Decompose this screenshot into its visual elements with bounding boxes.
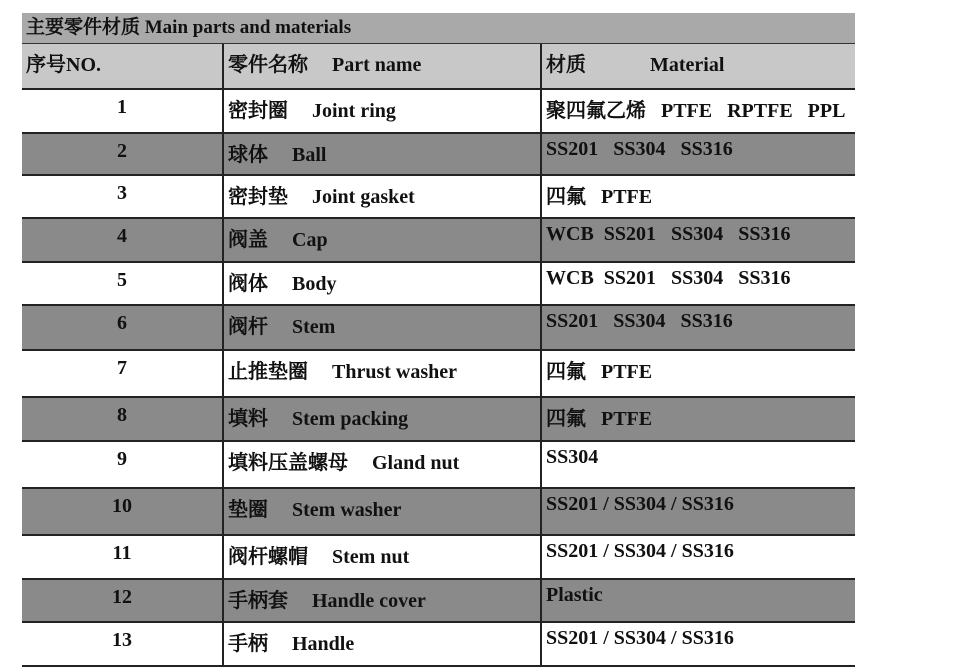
part-name-cn: 阀杆螺帽: [228, 546, 308, 568]
table-row: [22, 489, 855, 536]
table-title: 主要零件材质 Main parts and materials: [22, 13, 855, 44]
material-cell: SS201 SS304 SS316: [546, 138, 733, 160]
part-name-en: Stem nut: [332, 546, 410, 568]
table-row: [22, 219, 855, 263]
row-number: 12: [22, 580, 224, 621]
part-name-en: Joint gasket: [312, 186, 415, 208]
part-name-cell: [224, 351, 542, 396]
row-number: 7: [22, 351, 224, 396]
row-number: 2: [22, 134, 224, 174]
material-cell: 四氟 PTFE: [546, 186, 653, 208]
part-name-cn: 阀杆: [228, 316, 268, 338]
table-row: [22, 351, 855, 398]
material-cell: Plastic: [546, 584, 603, 606]
part-name-en: Body: [292, 273, 337, 295]
row-number: 13: [22, 623, 224, 665]
part-name-cn: 阀体: [228, 273, 268, 295]
material-cell: WCB SS201 SS304 SS316: [546, 267, 791, 289]
part-name-cell: [224, 176, 542, 217]
table-row: [22, 580, 855, 623]
part-name-cell: [224, 306, 542, 349]
part-name-cn: 阀盖: [228, 229, 268, 251]
material-cell: SS201 SS304 SS316: [546, 310, 733, 332]
table-row: [22, 398, 855, 442]
part-name-cn: 球体: [228, 144, 268, 166]
table-row: [22, 623, 855, 667]
part-name-en: Gland nut: [372, 452, 460, 474]
part-name-cell: [224, 90, 542, 132]
row-number: 3: [22, 176, 224, 217]
row-number: 8: [22, 398, 224, 440]
header-material-en: Material: [650, 54, 725, 76]
row-number: 9: [22, 442, 224, 487]
part-name-cn: 手柄套: [228, 590, 288, 612]
row-number: 5: [22, 263, 224, 304]
parts-materials-table: [22, 13, 855, 667]
part-name-en: Stem packing: [292, 408, 409, 430]
part-name-cn: 密封垫: [228, 186, 288, 208]
part-name-cell: [224, 489, 542, 534]
part-name-en: Stem washer: [292, 499, 402, 521]
header-material-cn: 材质: [546, 54, 586, 76]
material-cell: 四氟 PTFE: [546, 361, 653, 383]
table-row: [22, 90, 855, 134]
table-row: [22, 176, 855, 219]
part-name-cn: 密封圈: [228, 100, 288, 122]
material-cell: WCB SS201 SS304 SS316: [546, 223, 791, 245]
part-name-cell: [224, 134, 542, 174]
part-name-cell: [224, 536, 542, 578]
table-row: [22, 442, 855, 489]
part-name-cell: [224, 580, 542, 621]
row-number: 6: [22, 306, 224, 349]
part-name-cell: [224, 263, 542, 304]
part-name-cell: [224, 442, 542, 487]
table-row: [22, 134, 855, 176]
row-number: 11: [22, 536, 224, 578]
table-row: [22, 306, 855, 351]
header-material: [542, 44, 855, 88]
part-name-cell: [224, 623, 542, 665]
material-cell: SS201 / SS304 / SS316: [546, 493, 734, 515]
part-name-cn: 填料压盖螺母: [228, 452, 348, 474]
table-row: [22, 536, 855, 580]
part-name-en: Handle: [292, 633, 355, 655]
part-name-en: Ball: [292, 144, 327, 166]
row-number: 4: [22, 219, 224, 261]
header-part-name-cn: 零件名称: [228, 54, 308, 76]
material-cell: 四氟 PTFE: [546, 408, 653, 430]
part-name-en: Thrust washer: [332, 361, 458, 383]
material-cell: SS201 / SS304 / SS316: [546, 627, 734, 649]
part-name-en: Joint ring: [312, 100, 396, 122]
part-name-cell: [224, 398, 542, 440]
table-header-row: [22, 44, 855, 90]
header-no: 序号NO.: [22, 44, 224, 88]
header-part-name: [224, 44, 542, 88]
material-cell: 聚四氟乙烯 PTFE RPTFE PPL: [546, 100, 846, 122]
material-cell: SS201 / SS304 / SS316: [546, 540, 734, 562]
part-name-en: Handle cover: [312, 590, 426, 612]
part-name-en: Cap: [292, 229, 328, 251]
material-cell: SS304: [546, 446, 599, 468]
part-name-cn: 手柄: [228, 633, 268, 655]
part-name-cn: 止推垫圈: [228, 361, 308, 383]
part-name-cell: [224, 219, 542, 261]
table-row: [22, 263, 855, 306]
row-number: 1: [22, 90, 224, 132]
part-name-cn: 垫圈: [228, 499, 268, 521]
table-body: [22, 90, 855, 667]
part-name-en: Stem: [292, 316, 336, 338]
row-number: 10: [22, 489, 224, 534]
part-name-cn: 填料: [228, 408, 268, 430]
header-part-name-en: Part name: [332, 54, 422, 76]
